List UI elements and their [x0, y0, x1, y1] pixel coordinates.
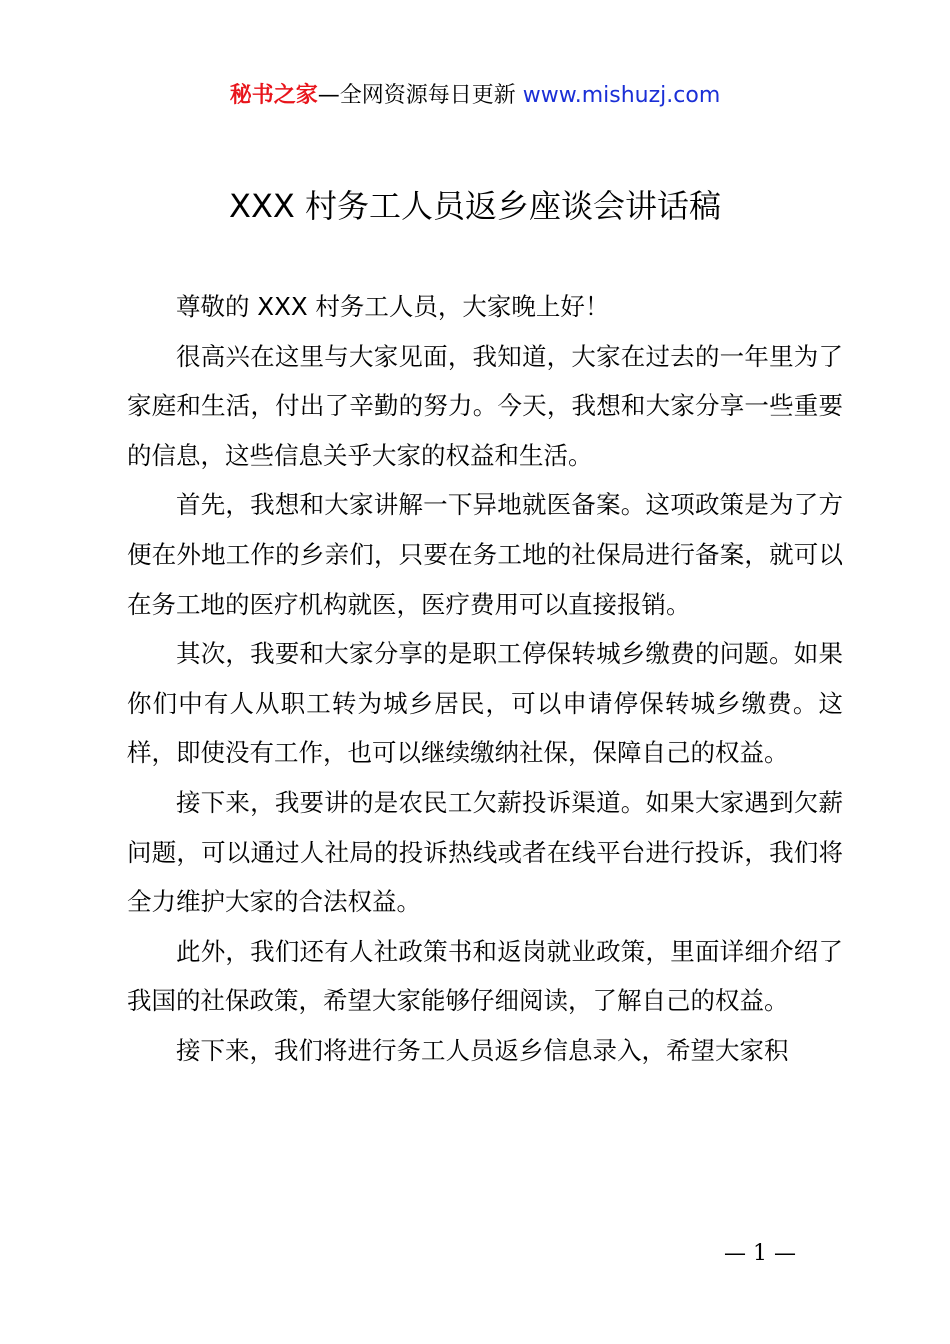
- paragraph-info-entry: 接下来，我们将进行务工人员返乡信息录入，希望大家积: [176, 1035, 789, 1065]
- brand-name: 秘书之家: [229, 83, 318, 108]
- document-title: XXX 村务工人员返乡座谈会讲话稿: [229, 187, 721, 225]
- paragraph-policy-book: 此外，我们还有人社政策书和返岗就业政策，里面详细介绍了我国的社保政策，希望大家能够仔细阅读，了解自己的权益。: [127, 936, 843, 1016]
- header-tagline: —全网资源每日更新: [317, 83, 516, 108]
- paragraph-insurance-transfer: 其次，我要和大家分享的是职工停保转城乡缴费的问题。如果你们中有人从职工转为城乡居民，可以申请停保转城乡缴费。这样，即使没有工作，也可以继续缴纳社保，保障自己的权益。: [127, 639, 843, 768]
- paragraph-medical-filing: 首先，我想和大家讲解一下异地就医备案。这项政策是为了方便在外地工作的乡亲们，只要在务工地的社保局进行备案，就可以在务工地的医疗机构就医，医疗费用可以直接报销。: [127, 490, 843, 619]
- paragraph-intro: 很高兴在这里与大家见面，我知道，大家在过去的一年里为了家庭和生活，付出了辛勤的努力。今天，我想和大家分享一些重要的信息，这些信息关乎大家的权益和生活。: [127, 341, 843, 470]
- paragraph-greeting: 尊敬的 XXX 村务工人员，大家晚上好！: [176, 292, 610, 321]
- site-url-link[interactable]: www.mishuzj.com: [522, 83, 721, 108]
- page-number: — 1 —: [724, 1241, 796, 1266]
- site-header: [0, 80, 950, 112]
- paragraph-wage-complaint: 接下来，我要讲的是农民工欠薪投诉渠道。如果大家遇到欠薪问题，可以通过人社局的投诉热线或者在线平台进行投诉，我们将全力维护大家的合法权益。: [127, 787, 843, 917]
- document-body: [127, 282, 843, 1076]
